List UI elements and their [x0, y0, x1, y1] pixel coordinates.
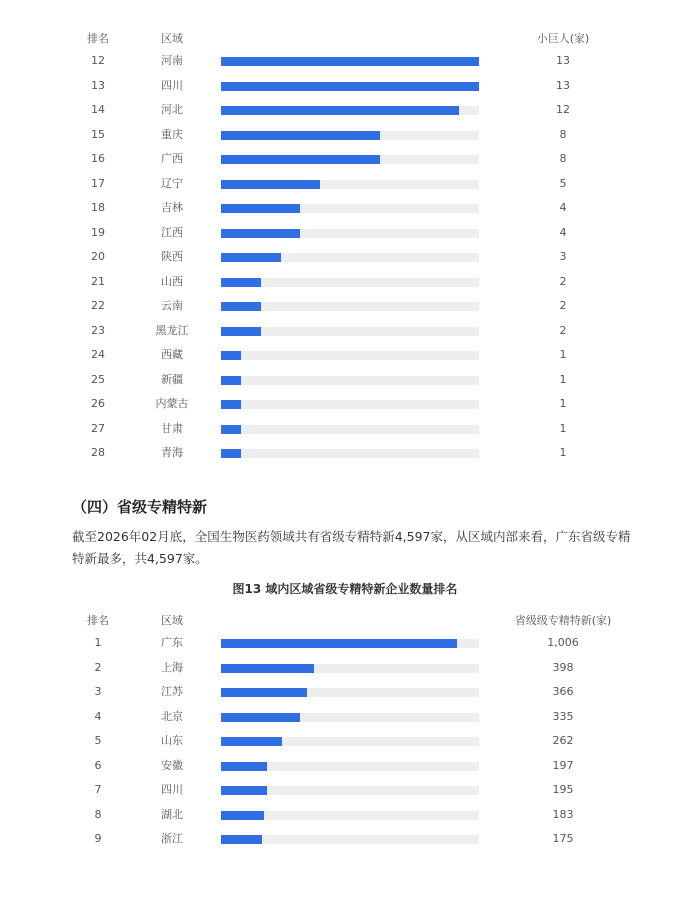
row-region: 山东: [161, 734, 183, 747]
row-region: 云南: [161, 299, 183, 312]
row-value: 1: [559, 421, 567, 435]
row-rank: 4: [94, 709, 102, 723]
row-rank: 25: [91, 372, 105, 386]
row-rank: 21: [91, 274, 105, 288]
bar-fill: [221, 302, 261, 311]
row-value: 4: [559, 225, 567, 239]
row-value: 262: [552, 734, 574, 747]
bar-track: [221, 835, 479, 844]
bar-fill: [221, 786, 267, 795]
row-value: 5: [559, 176, 567, 190]
row-rank: 5: [94, 734, 102, 747]
bar-fill: [221, 762, 267, 771]
row-region: 浙江: [161, 832, 183, 845]
header-region: 区域: [161, 32, 183, 45]
bar-fill: [221, 180, 320, 189]
row-region: 西藏: [161, 348, 183, 361]
row-rank: 22: [91, 299, 105, 312]
bar-fill: [221, 82, 479, 91]
bar-track: [221, 57, 479, 66]
row-value: 1: [559, 446, 567, 459]
row-rank: 27: [91, 421, 105, 435]
bar-fill: [221, 811, 264, 820]
row-rank: 26: [91, 397, 105, 410]
bar-fill: [221, 278, 261, 287]
row-rank: 14: [91, 103, 105, 116]
row-value: 1: [559, 397, 567, 410]
row-rank: 1: [94, 636, 102, 649]
row-region: 江苏: [161, 685, 183, 698]
bar-fill: [221, 131, 380, 140]
row-region: 四川: [161, 78, 183, 92]
row-region: 甘肃: [161, 421, 183, 435]
row-rank: 17: [91, 176, 105, 190]
row-region: 湖北: [161, 807, 183, 821]
row-rank: 12: [91, 54, 105, 67]
bar-track: [221, 762, 479, 771]
row-region: 四川: [161, 783, 183, 796]
bar-track: [221, 106, 479, 115]
bar-fill: [221, 204, 300, 213]
bar-fill: [221, 229, 300, 238]
row-value: 175: [552, 832, 574, 845]
row-rank: 3: [94, 685, 102, 698]
bar-track: [221, 786, 479, 795]
row-rank: 19: [91, 225, 105, 239]
row-region: 山西: [161, 274, 183, 288]
row-region: 新疆: [161, 372, 183, 386]
row-value: 8: [559, 152, 567, 165]
bar-fill: [221, 639, 457, 648]
header-rank: 排名: [87, 614, 109, 627]
row-rank: 18: [91, 201, 105, 214]
row-region: 江西: [161, 225, 183, 239]
figure-title: 图13 域内区域省级专精特新企业数量排名: [232, 582, 458, 596]
bar-track: [221, 737, 479, 746]
row-rank: 2: [94, 660, 102, 674]
bar-track: [221, 400, 479, 409]
bar-track: [221, 82, 479, 91]
row-value: 13: [556, 78, 570, 92]
bar-fill: [221, 351, 241, 360]
bar-track: [221, 351, 479, 360]
table-row: [0, 833, 690, 858]
row-value: 197: [552, 758, 574, 772]
row-rank: 9: [94, 832, 102, 845]
bar-track: [221, 688, 479, 697]
row-region: 上海: [161, 660, 183, 674]
row-region: 陕西: [161, 250, 183, 263]
row-region: 广东: [161, 636, 183, 649]
row-value: 195: [552, 783, 574, 796]
bar-track: [221, 811, 479, 820]
row-value: 4: [559, 201, 567, 214]
row-value: 1: [559, 348, 567, 361]
bar-track: [221, 376, 479, 385]
bar-track: [221, 302, 479, 311]
bar-fill: [221, 400, 241, 409]
bar-fill: [221, 449, 241, 458]
row-region: 安徽: [161, 758, 183, 772]
row-value: 2: [559, 299, 567, 312]
row-rank: 23: [91, 323, 105, 337]
row-value: 2: [559, 274, 567, 288]
section-paragraph: 截至2026年02月底，全国生物医药领域共有省级专精特新4,597家，从区域内部来看，广东省级专精特新最多，共4,597家。: [72, 529, 631, 566]
bar-track: [221, 278, 479, 287]
row-rank: 15: [91, 127, 105, 141]
bar-track: [221, 639, 479, 648]
bar-track: [221, 327, 479, 336]
row-value: 2: [559, 323, 567, 337]
bar-track: [221, 664, 479, 673]
bar-track: [221, 253, 479, 262]
bar-track: [221, 180, 479, 189]
bar-fill: [221, 713, 300, 722]
row-region: 重庆: [161, 127, 183, 141]
row-value: 12: [556, 103, 570, 116]
row-value: 1: [559, 372, 567, 386]
bar-track: [221, 131, 479, 140]
row-value: 8: [559, 127, 567, 141]
header-rank: 排名: [87, 32, 109, 45]
row-rank: 7: [94, 783, 102, 796]
header-value: 小巨人(家): [536, 32, 590, 45]
row-rank: 8: [94, 807, 102, 821]
row-rank: 13: [91, 78, 105, 92]
row-region: 河南: [161, 54, 183, 67]
bar-fill: [221, 106, 459, 115]
row-region: 青海: [161, 446, 183, 459]
row-value: 13: [556, 54, 570, 67]
bar-track: [221, 204, 479, 213]
section-title: （四）省级专精特新: [72, 498, 208, 516]
row-region: 辽宁: [161, 176, 183, 190]
row-value: 335: [552, 709, 574, 723]
row-region: 吉林: [161, 201, 183, 214]
row-region: 广西: [161, 152, 183, 165]
row-value: 366: [552, 685, 574, 698]
bar-track: [221, 425, 479, 434]
row-rank: 16: [91, 152, 105, 165]
bar-fill: [221, 688, 307, 697]
row-region: 河北: [161, 103, 183, 116]
bar-fill: [221, 425, 241, 434]
row-value: 1,006: [547, 636, 579, 649]
header-region: 区域: [161, 614, 183, 627]
bar-fill: [221, 253, 281, 262]
header-value: 省级级专精特新(家): [514, 614, 612, 627]
bar-fill: [221, 737, 282, 746]
row-region: 黑龙江: [155, 323, 189, 337]
row-value: 3: [559, 250, 567, 263]
bar-fill: [221, 376, 241, 385]
bar-track: [221, 713, 479, 722]
row-region: 内蒙古: [155, 397, 189, 410]
table-row: [0, 447, 690, 472]
bar-fill: [221, 57, 479, 66]
row-rank: 28: [91, 446, 105, 459]
row-rank: 6: [94, 758, 102, 772]
bar-track: [221, 229, 479, 238]
row-value: 183: [552, 807, 574, 821]
row-rank: 20: [91, 250, 105, 263]
bar-fill: [221, 664, 314, 673]
row-rank: 24: [91, 348, 105, 361]
bar-track: [221, 155, 479, 164]
bar-fill: [221, 835, 262, 844]
bar-fill: [221, 327, 261, 336]
bar-track: [221, 449, 479, 458]
row-region: 北京: [161, 709, 183, 723]
bar-fill: [221, 155, 380, 164]
row-value: 398: [552, 660, 574, 674]
